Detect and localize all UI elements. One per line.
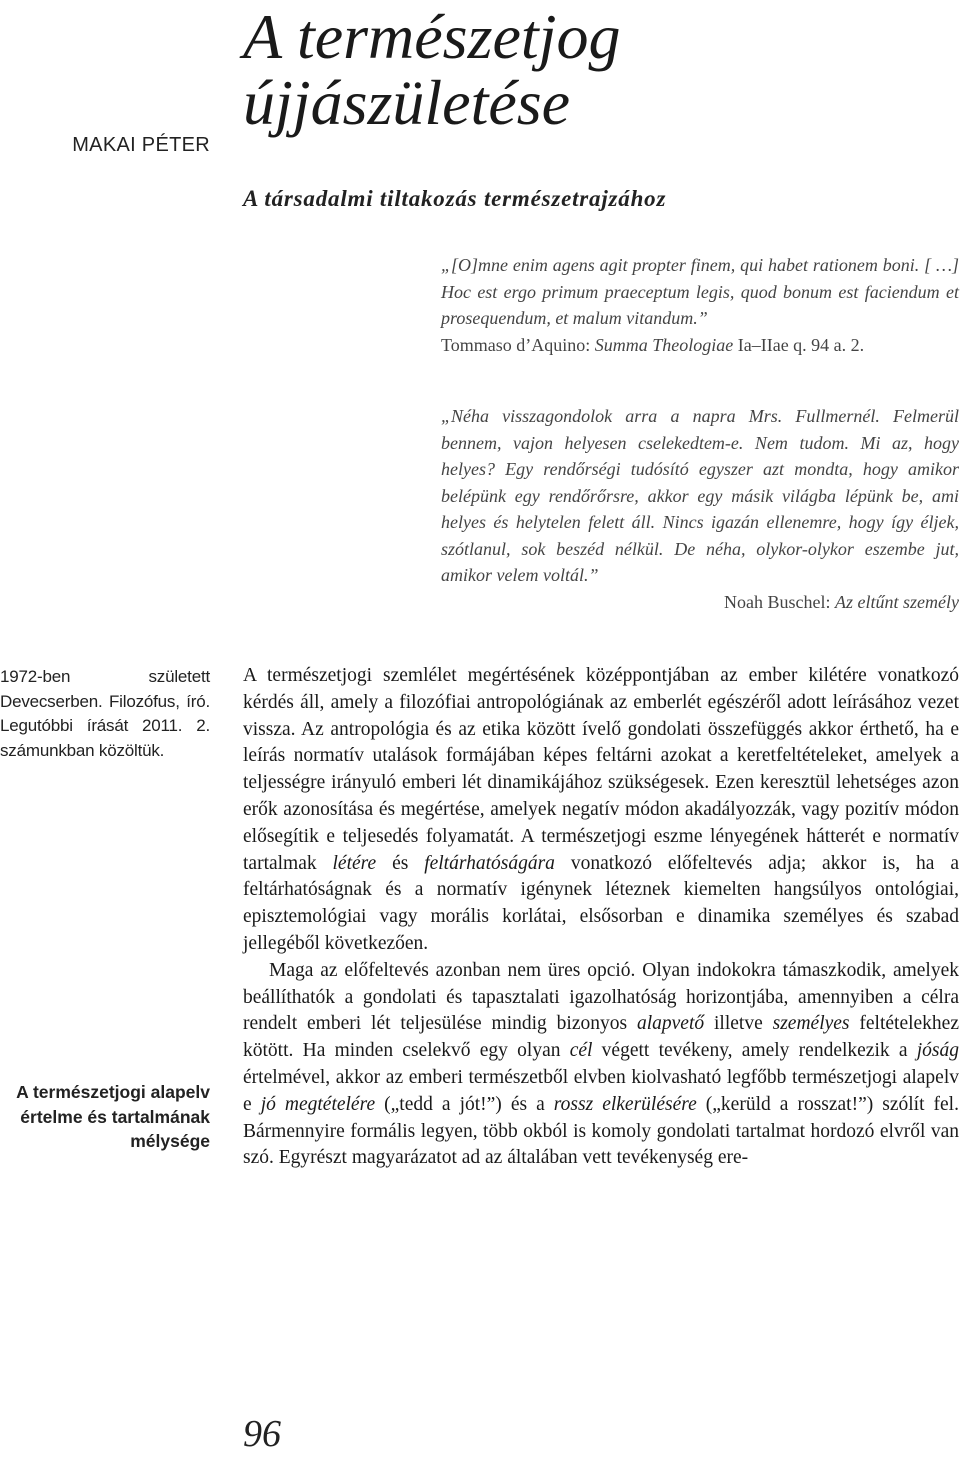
epigraph-buschel xyxy=(441,403,959,615)
section-sidenote: A természetjogi alapelv értelme és tartalmának mélysége xyxy=(16,1082,210,1151)
epigraph-attribution: Tommaso d’Aquino: Summa Theologiae Ia–IIae q. 94 a. 2. xyxy=(441,334,865,355)
article-subtitle: A társadalmi tiltakozás természetrajzához xyxy=(243,186,667,211)
article-title xyxy=(243,1,621,138)
body-paragraph: Maga az előfeltevés azonban nem üres opció. Olyan indokokra támaszkodik, amelyek beállíthatók a gondolati és tapasztalati igazolhatóság horizontjába, amennyiben a célra rendelt emberi lét teljesülése mindig bizonyos alapvető illetve személyes feltételekhez kötött. Ha minden cselekvő egy olyan cél végett tevékeny, amely rendelkezik a jóság értelmével, akkor az emberi természetből elvben kiolvasható legfőbb természetjogi alapelv e jó megtételére („tedd a jót!”) és a rossz elkerülésére („kerüld a rosszat!”) szólít fel. Bármennyire formális legyen, több okból is komoly gondolati tartalmat hordozó elvről van szó. Egyrészt magyarázatot ad az általában vett tevékenység ere- xyxy=(243,959,960,1169)
epigraph-aquinas xyxy=(441,252,959,358)
epigraph-quote: „[O]mne enim agens agit propter finem, qui habet rationem boni. [ …] Hoc est ergo primum praeceptum legis, quod bonum est faciendum et prosequendum, et malum vitandum.” xyxy=(441,255,959,328)
article-body xyxy=(243,663,959,1172)
author-bio: 1972-ben született Devecserben. Filozófus, író. Legutóbbi írását 2011. 2. számunkban közöltük. xyxy=(0,667,210,760)
epigraph-quote: „Néha visszagondolok arra a napra Mrs. Fullmernél. Felmerül bennem, vajon helyesen cselekedtem-e. Nem tudom. Mi az, hogy helyes? Egy rendőrségi tudósító egyszer azt mondta, hogy amikor belépünk egy rendőrőrsre, akkor egy másik világba lépünk be, ami helyes és helytelen felett áll. Nincs igazán ellenemre, hogy így éljek, szótlanul, sok beszéd nélkül. De néha, olykor-olykor eszembe jut, amikor velem voltál.” xyxy=(441,406,959,585)
title-line-2: újjászületése xyxy=(243,67,571,138)
body-paragraph: A természetjogi szemlélet megértésének középpontjában az ember kilétére vonatkozó kérdés áll, amely a filozófiai antropológiának az emberlét egészéről adott leírásához vezet vissza. Az antropológia és az etika között ívelő gondolati összefüggés akkor érthető, ha e leírás normatív utalások formájában képes feltárni azokat a keretfeltételeket, amelyek a teljességre irányuló emberi lét dinamikájához szükségesek. Ezen keresztül lehetséges azon erők azonosítása és megértése, amelyek negatív módon akadályozzák, vagy pozitív módon elősegítik e teljesedés folyamatát. A természetjogi eszme lényegének hátterét e normatív tartalmak létére és feltárhatóságára vonatkozó előfeltevés adja; akkor is, ha a feltárhatóságnak és a normatív igénynek léteznek kiemelten hangsúlyos ontológiai, episztemológiai vagy morális korlátai, elsősorban e dinamika személyes és szabad jellegéből következően. xyxy=(243,665,959,954)
epigraph-attribution: Noah Buschel: Az eltűnt személy xyxy=(724,591,959,612)
page-number: 96 xyxy=(243,1413,281,1455)
title-line-1: A természetjog xyxy=(243,1,621,72)
author-name: MAKAI PÉTER xyxy=(72,134,210,156)
